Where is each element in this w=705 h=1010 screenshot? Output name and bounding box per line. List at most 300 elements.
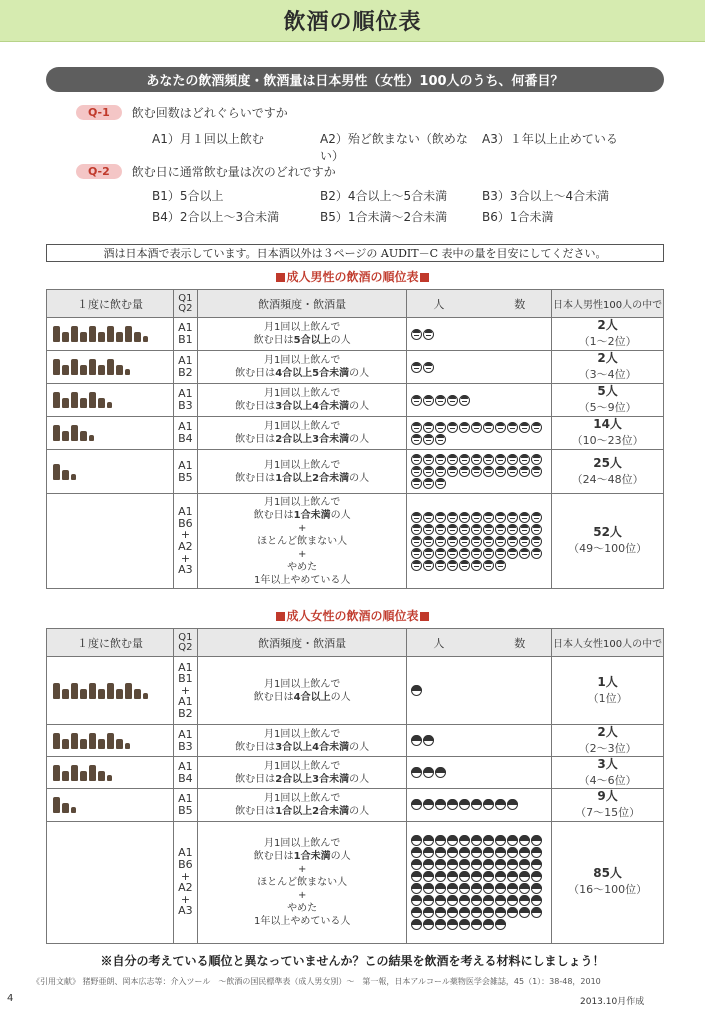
person-icon (435, 548, 446, 559)
person-icon (483, 847, 494, 858)
female-rank-cell: 9人 （7～15位） (552, 789, 664, 821)
female-rank-cell: 2人 （2～3位） (552, 725, 664, 757)
person-icon (495, 548, 506, 559)
person-icon (483, 871, 494, 882)
person-icon (435, 478, 446, 489)
female-desc-cell: 月1回以上飲んで 飲む日は1合以上2合未満の人 (197, 789, 406, 821)
person-icon (459, 859, 470, 870)
person-icon (459, 919, 470, 930)
person-icon (435, 466, 446, 477)
person-icon (459, 395, 470, 406)
sake-notice: 酒は日本酒で表示しています。日本酒以外は３ページの AUDIT－C 表中の量を目安にしてください。 (46, 244, 664, 262)
person-icon (423, 835, 434, 846)
people-icons (411, 512, 547, 571)
person-icon (483, 799, 494, 810)
person-icon (483, 422, 494, 433)
person-icon (471, 422, 482, 433)
person-icon (471, 548, 482, 559)
page-title-bar (0, 0, 705, 42)
people-icons (411, 685, 547, 696)
person-icon (423, 883, 434, 894)
person-icon (471, 907, 482, 918)
person-icon (447, 835, 458, 846)
person-icon (411, 548, 422, 559)
person-icon (495, 835, 506, 846)
sake-bottles-icon (53, 464, 167, 480)
person-icon (435, 560, 446, 571)
person-icon (471, 466, 482, 477)
citation: 《引用文献》 猪野亜朗、岡本広志等：介入ツール ～飲酒の国民標準表（成人男女別）～ 第一報，日本アルコール薬物医学会雑誌，45（1）：38-48，2010 (32, 977, 601, 986)
person-icon (423, 536, 434, 547)
person-icon (423, 524, 434, 535)
person-icon (447, 422, 458, 433)
male-code-cell: A1 B6 + A2 + A3 (173, 494, 197, 589)
male-header-desc: 飲酒頻度・飲酒量 (197, 290, 406, 318)
person-icon (423, 329, 434, 340)
person-icon (411, 799, 422, 810)
person-icon (495, 919, 506, 930)
person-icon (447, 859, 458, 870)
person-icon (495, 871, 506, 882)
person-icon (459, 524, 470, 535)
female-header-code: Q1 Q2 (173, 629, 197, 657)
female-people-cell (407, 789, 552, 821)
male-people-cell (407, 351, 552, 384)
male-header-bottle: １度に飲む量 (47, 290, 174, 318)
person-icon (411, 536, 422, 547)
people-icons (411, 329, 547, 340)
person-icon (423, 560, 434, 571)
q2-question: 飲む日に通常飲む量は次のどれですか (131, 165, 336, 179)
person-icon (531, 835, 542, 846)
person-icon (531, 536, 542, 547)
person-icon (459, 454, 470, 465)
person-icon (519, 466, 530, 477)
person-icon (423, 512, 434, 523)
male-rank-cell: 52人 （49～100位） (552, 494, 664, 589)
male-desc-cell: 月1回以上飲んで 飲む日は1合未満の人 + ほとんど飲まない人 + やめた 1年以上やめている人 (197, 494, 406, 589)
male-desc-cell: 月1回以上飲んで 飲む日は3合以上4合未満の人 (197, 384, 406, 417)
person-icon (519, 895, 530, 906)
male-desc-cell: 月1回以上飲んで 飲む日は5合以上の人 (197, 318, 406, 351)
female-bottle-cell (47, 821, 174, 943)
person-icon (447, 512, 458, 523)
person-icon (423, 395, 434, 406)
person-icon (435, 835, 446, 846)
male-bottle-cell (47, 450, 174, 494)
person-icon (411, 871, 422, 882)
person-icon (531, 548, 542, 559)
person-icon (483, 466, 494, 477)
person-icon (447, 536, 458, 547)
person-icon (411, 895, 422, 906)
person-icon (459, 883, 470, 894)
female-rank-cell: 3人 （4～6位） (552, 757, 664, 789)
person-icon (435, 859, 446, 870)
person-icon (495, 422, 506, 433)
person-icon (459, 835, 470, 846)
female-bottle-cell (47, 789, 174, 821)
q2-option-b6: B6）1合未満 (482, 210, 554, 224)
person-icon (447, 919, 458, 930)
person-icon (459, 536, 470, 547)
female-rank-cell: 85人 （16～100位） (552, 821, 664, 943)
person-icon (435, 767, 446, 778)
person-icon (459, 422, 470, 433)
person-icon (459, 895, 470, 906)
people-icons (411, 454, 547, 489)
female-rank-cell: 1人 （1位） (552, 657, 664, 725)
person-icon (471, 799, 482, 810)
male-rank-cell: 14人 （10～23位） (552, 417, 664, 450)
person-icon (447, 524, 458, 535)
person-icon (447, 454, 458, 465)
person-icon (447, 895, 458, 906)
male-bottle-cell (47, 494, 174, 589)
person-icon (507, 422, 518, 433)
female-header-rank: 日本人女性100人の中で (552, 629, 664, 657)
sake-bottles-icon (53, 392, 167, 408)
male-bottle-cell (47, 318, 174, 351)
person-icon (459, 560, 470, 571)
person-icon (435, 847, 446, 858)
person-icon (507, 859, 518, 870)
person-icon (471, 536, 482, 547)
people-icons (411, 767, 547, 778)
person-icon (471, 512, 482, 523)
person-icon (411, 907, 422, 918)
male-header-people: 人 数 (407, 290, 552, 318)
person-icon (423, 799, 434, 810)
person-icon (483, 454, 494, 465)
person-icon (507, 871, 518, 882)
person-icon (411, 560, 422, 571)
page-number: 4 (7, 993, 14, 1004)
person-icon (435, 799, 446, 810)
male-section-title: 成人男性の飲酒の順位表 (0, 268, 705, 285)
male-desc-cell: 月1回以上飲んで 飲む日は1合以上2合未満の人 (197, 450, 406, 494)
person-icon (495, 847, 506, 858)
person-icon (531, 512, 542, 523)
person-icon (495, 907, 506, 918)
person-icon (447, 560, 458, 571)
female-desc-cell: 月1回以上飲んで 飲む日は2合以上3合未満の人 (197, 757, 406, 789)
female-bottle-cell (47, 725, 174, 757)
person-icon (411, 466, 422, 477)
person-icon (531, 524, 542, 535)
people-icons (411, 395, 547, 406)
person-icon (507, 907, 518, 918)
person-icon (459, 512, 470, 523)
person-icon (471, 883, 482, 894)
q2-option-b1: B1）5合以上 (152, 189, 224, 203)
female-people-cell (407, 757, 552, 789)
sake-bottles-icon (53, 326, 167, 342)
female-code-cell: A1 B3 (173, 725, 197, 757)
person-icon (483, 907, 494, 918)
person-icon (495, 895, 506, 906)
person-icon (411, 512, 422, 523)
q1-block (76, 104, 618, 164)
female-people-cell (407, 821, 552, 943)
person-icon (483, 883, 494, 894)
q2-option-b5: B5）1合未満～2合未満 (320, 210, 448, 224)
person-icon (519, 907, 530, 918)
person-icon (483, 548, 494, 559)
sake-bottles-icon (53, 765, 167, 781)
person-icon (507, 524, 518, 535)
male-people-cell (407, 494, 552, 589)
person-icon (471, 560, 482, 571)
person-icon (495, 799, 506, 810)
sake-bottles-icon (53, 797, 167, 813)
person-icon (411, 883, 422, 894)
person-icon (471, 871, 482, 882)
q1-option-a3: A3）１年以上止めている (482, 132, 618, 146)
person-icon (411, 919, 422, 930)
male-code-cell: A1 B1 (173, 318, 197, 351)
people-icons (411, 835, 547, 930)
person-icon (495, 883, 506, 894)
person-icon (447, 466, 458, 477)
person-icon (483, 919, 494, 930)
person-icon (411, 422, 422, 433)
male-desc-cell: 月1回以上飲んで 飲む日は2合以上3合未満の人 (197, 417, 406, 450)
person-icon (507, 883, 518, 894)
person-icon (495, 536, 506, 547)
q1-option-a1: A1）月１回以上飲む (152, 132, 264, 146)
person-icon (423, 478, 434, 489)
person-icon (423, 919, 434, 930)
person-icon (483, 859, 494, 870)
person-icon (519, 524, 530, 535)
male-bottle-cell (47, 417, 174, 450)
male-people-cell (407, 417, 552, 450)
male-rank-cell: 2人 （3～4位） (552, 351, 664, 384)
person-icon (435, 883, 446, 894)
person-icon (423, 362, 434, 373)
person-icon (411, 735, 422, 746)
person-icon (411, 395, 422, 406)
female-code-cell: A1 B1 + A1 B2 (173, 657, 197, 725)
female-people-cell (407, 725, 552, 757)
person-icon (519, 859, 530, 870)
male-bottle-cell (47, 351, 174, 384)
person-icon (495, 560, 506, 571)
female-code-cell: A1 B4 (173, 757, 197, 789)
people-icons (411, 362, 547, 373)
person-icon (483, 835, 494, 846)
female-header-desc: 飲酒頻度・飲酒量 (197, 629, 406, 657)
person-icon (447, 799, 458, 810)
person-icon (423, 871, 434, 882)
person-icon (423, 735, 434, 746)
person-icon (519, 835, 530, 846)
person-icon (411, 835, 422, 846)
person-icon (411, 859, 422, 870)
person-icon (483, 536, 494, 547)
q1-option-a2: A2）殆ど飲まない（飲めない） (320, 132, 468, 163)
male-table-row (47, 351, 664, 384)
female-people-cell (407, 657, 552, 725)
person-icon (471, 919, 482, 930)
female-bottle-cell (47, 757, 174, 789)
male-header-row (47, 290, 664, 318)
female-desc-cell: 月1回以上飲んで 飲む日は4合以上の人 (197, 657, 406, 725)
person-icon (531, 466, 542, 477)
person-icon (459, 907, 470, 918)
person-icon (435, 422, 446, 433)
person-icon (519, 883, 530, 894)
female-section-title: 成人女性の飲酒の順位表 (0, 607, 705, 624)
person-icon (495, 466, 506, 477)
person-icon (447, 395, 458, 406)
person-icon (423, 466, 434, 477)
male-ranking-table (46, 289, 664, 589)
q2-option-b4: B4）2合以上～3合未満 (152, 210, 280, 224)
person-icon (483, 512, 494, 523)
female-code-cell: A1 B6 + A2 + A3 (173, 821, 197, 943)
person-icon (435, 871, 446, 882)
person-icon (435, 512, 446, 523)
person-icon (459, 466, 470, 477)
sake-bottles-icon (53, 359, 167, 375)
person-icon (435, 919, 446, 930)
person-icon (483, 524, 494, 535)
person-icon (471, 524, 482, 535)
person-icon (435, 454, 446, 465)
person-icon (471, 859, 482, 870)
female-table-row (47, 757, 664, 789)
male-header-rank: 日本人男性100人の中で (552, 290, 664, 318)
person-icon (411, 329, 422, 340)
person-icon (459, 799, 470, 810)
male-bottle-cell (47, 384, 174, 417)
person-icon (531, 883, 542, 894)
female-header-bottle: １度に飲む量 (47, 629, 174, 657)
person-icon (459, 871, 470, 882)
person-icon (519, 454, 530, 465)
person-icon (435, 895, 446, 906)
male-rank-cell: 25人 （24～48位） (552, 450, 664, 494)
person-icon (423, 859, 434, 870)
person-icon (423, 434, 434, 445)
person-icon (435, 434, 446, 445)
female-desc-cell: 月1回以上飲んで 飲む日は3合以上4合未満の人 (197, 725, 406, 757)
female-header-row (47, 629, 664, 657)
sake-bottles-icon (53, 683, 167, 699)
male-table-row (47, 494, 664, 589)
person-icon (459, 847, 470, 858)
person-icon (507, 895, 518, 906)
female-ranking-table (46, 628, 664, 944)
person-icon (471, 895, 482, 906)
person-icon (531, 454, 542, 465)
male-table-row (47, 384, 664, 417)
male-people-cell (407, 384, 552, 417)
person-icon (495, 454, 506, 465)
person-icon (447, 871, 458, 882)
male-code-cell: A1 B4 (173, 417, 197, 450)
female-table-row (47, 725, 664, 757)
female-desc-cell: 月1回以上飲んで 飲む日は1合未満の人 + ほとんど飲まない人 + やめた 1年以上やめている人 (197, 821, 406, 943)
person-icon (411, 362, 422, 373)
person-icon (471, 847, 482, 858)
person-icon (423, 422, 434, 433)
male-table-row (47, 318, 664, 351)
male-code-cell: A1 B3 (173, 384, 197, 417)
male-code-cell: A1 B2 (173, 351, 197, 384)
person-icon (507, 466, 518, 477)
person-icon (411, 478, 422, 489)
q1-question: 飲む回数はどれぐらいですか (131, 106, 288, 120)
male-table-row (47, 450, 664, 494)
person-icon (423, 907, 434, 918)
person-icon (411, 524, 422, 535)
person-icon (435, 536, 446, 547)
q2-block (76, 163, 609, 225)
person-icon (435, 907, 446, 918)
person-icon (483, 895, 494, 906)
person-icon (447, 548, 458, 559)
person-icon (411, 434, 422, 445)
person-icon (423, 454, 434, 465)
person-icon (531, 859, 542, 870)
made-date: 2013.10月作成 (580, 997, 645, 1007)
person-icon (423, 895, 434, 906)
male-rank-cell: 5人 （5～9位） (552, 384, 664, 417)
sake-bottles-icon (53, 733, 167, 749)
person-icon (519, 536, 530, 547)
female-table-row (47, 657, 664, 725)
person-icon (495, 859, 506, 870)
female-code-cell: A1 B5 (173, 789, 197, 821)
person-icon (459, 548, 470, 559)
person-icon (531, 871, 542, 882)
q2-badge: Q-2 (76, 164, 122, 179)
person-icon (507, 454, 518, 465)
person-icon (519, 548, 530, 559)
person-icon (519, 871, 530, 882)
person-icon (411, 685, 422, 696)
people-icons (411, 735, 547, 746)
female-header-people: 人 数 (407, 629, 552, 657)
person-icon (435, 524, 446, 535)
male-table-row (47, 417, 664, 450)
sake-bottles-icon (53, 425, 167, 441)
person-icon (423, 548, 434, 559)
person-icon (531, 422, 542, 433)
person-icon (531, 847, 542, 858)
female-bottle-cell (47, 657, 174, 725)
person-icon (519, 512, 530, 523)
footer-note: ※自分の考えている順位と異なっていませんか？この結果を飲酒を考える材料にしましょう！ (100, 954, 605, 968)
people-icons (411, 422, 547, 445)
person-icon (471, 454, 482, 465)
person-icon (507, 847, 518, 858)
people-icons (411, 799, 547, 810)
male-header-code: Q1 Q2 (173, 290, 197, 318)
person-icon (411, 454, 422, 465)
question-banner: あなたの飲酒頻度・飲酒量は日本男性（女性）100人のうち、何番目？ (46, 67, 664, 92)
person-icon (447, 907, 458, 918)
person-icon (483, 560, 494, 571)
person-icon (411, 847, 422, 858)
person-icon (411, 767, 422, 778)
person-icon (507, 536, 518, 547)
person-icon (507, 835, 518, 846)
female-table-row (47, 821, 664, 943)
